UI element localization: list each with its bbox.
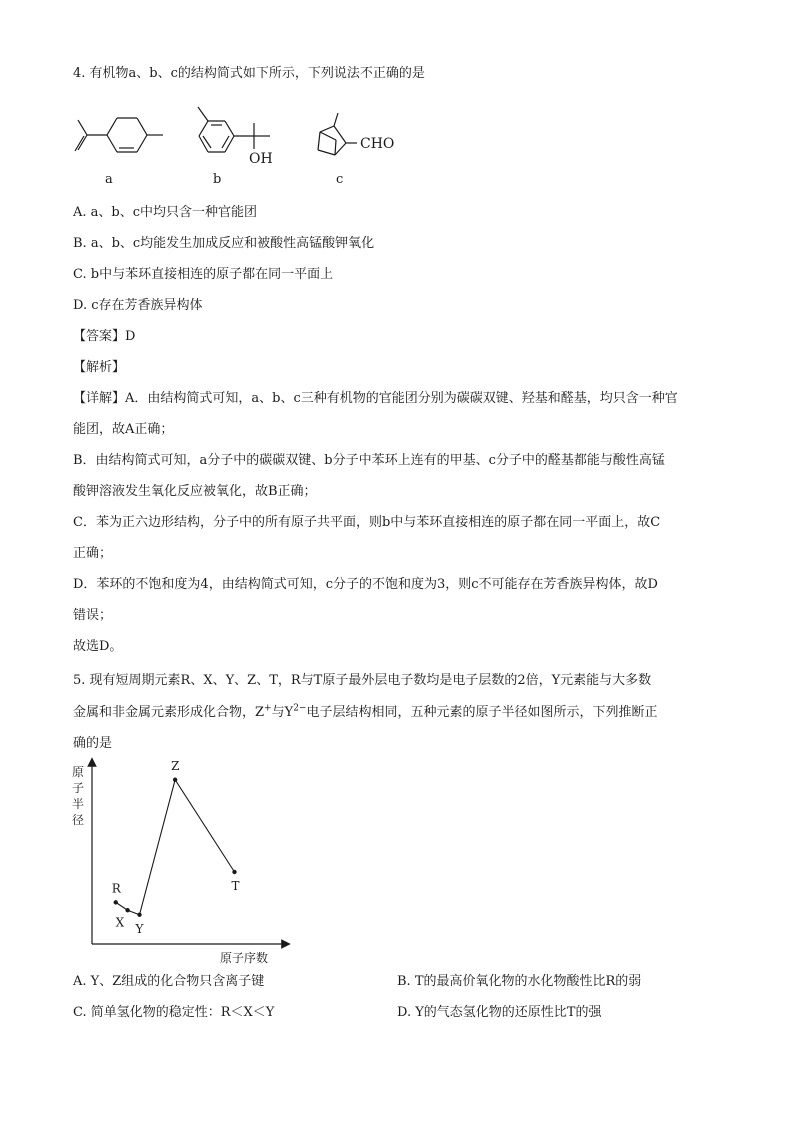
analysis-line: 【详解】A．由结构简式可知，a、b、c三种有机物的官能团分别为碳碳双键、羟基和醛基，均只含一种官: [73, 391, 678, 406]
data-point-X: [125, 908, 129, 912]
molecule-c-label: c: [336, 172, 344, 187]
q4-option-a: A. a、b、c中均只含一种官能团: [73, 205, 258, 220]
analysis-line: C．苯为正六边形结构，分子中的所有原子共平面，则b中与苯环直接相连的原子都在同一平面上，故C: [73, 515, 661, 530]
q4-option-d: D. c存在芳香族异构体: [73, 298, 203, 313]
x-axis-label: 原子序数: [220, 951, 269, 965]
q5-option-a: A. Y、Z组成的化合物只含离子键: [73, 974, 265, 989]
molecule-b-structure: [190, 103, 280, 173]
analysis-line: B．由结构简式可知，a分子中的碳碳双键、b分子中苯环上连有的甲基、c分子中的醛基都能与酸性高锰: [73, 453, 665, 468]
data-point-R: [114, 900, 118, 904]
point-label-Z: Z: [171, 758, 180, 773]
analysis-line: 酸钾溶液发生氧化反应被氧化，故B正确；: [73, 484, 317, 499]
analysis-line: D．苯环的不饱和度为4，由结构简式可知，c分子的不饱和度为3，则c不可能存在芳香族异构体，故D: [73, 577, 658, 592]
analysis-line: 故选D。: [73, 639, 123, 654]
molecule-b-oh-label: OH: [249, 151, 273, 167]
point-label-X: X: [115, 915, 125, 930]
q4-analysis-title: 【解析】: [73, 360, 126, 375]
atomic-radius-chart: [62, 758, 292, 968]
q5-option-c: C. 简单氢化物的稳定性：R＜X＜Y: [73, 1005, 275, 1020]
q4-stem: 4. 有机物a、b、c的结构简式如下所示，下列说法不正确的是: [73, 66, 425, 81]
q5-stem-line2-mid: 与Y: [271, 705, 294, 720]
q4-answer: 【答案】D: [73, 329, 136, 344]
q5-stem-line2-pre: 金属和非金属元素形成化合物，Z: [73, 705, 265, 720]
q5-stem-line3: 确的是: [73, 736, 113, 751]
molecule-a-label: a: [105, 172, 113, 187]
analysis-line: 错误；: [73, 608, 113, 623]
y-axis-label: 原子半径: [72, 765, 85, 827]
q5-option-b: B. T的最高价氧化物的水化物酸性比R的弱: [397, 974, 642, 989]
point-label-T: T: [231, 879, 240, 893]
molecule-c-cho-label: CHO: [360, 136, 395, 152]
q4-option-b: B. a、b、c均能发生加成反应和被酸性高锰酸钾氧化: [73, 236, 375, 251]
molecule-a-structure: [70, 110, 170, 170]
analysis-line: 能团，故A正确；: [73, 422, 174, 437]
molecule-c-structure: [310, 108, 410, 168]
q5-stem-line2: [73, 704, 657, 722]
point-label-Y: Y: [135, 921, 144, 936]
y-ion-charge: 2−: [293, 703, 307, 714]
q5-option-d: D. Y的气态氢化物的还原性比T的强: [397, 1005, 602, 1020]
z-ion-charge: +: [264, 703, 272, 714]
data-point-T: [232, 870, 236, 874]
data-point-Z: [173, 778, 177, 782]
series-line: [116, 780, 235, 915]
analysis-line: 正确；: [73, 546, 113, 561]
q5-stem-line1: 5. 现有短周期元素R、X、Y、Z、T，R与T原子最外层电子数均是电子层数的2倍，Y元素能与大多数: [73, 673, 652, 688]
q4-option-c: C. b中与苯环直接相连的原子都在同一平面上: [73, 267, 334, 282]
q5-stem-line2-post: 电子层结构相同，五种元素的原子半径如图所示，下列推断正: [306, 705, 658, 720]
molecule-b-label: b: [213, 172, 222, 187]
point-label-R: R: [111, 881, 121, 896]
data-point-Y: [137, 913, 141, 917]
